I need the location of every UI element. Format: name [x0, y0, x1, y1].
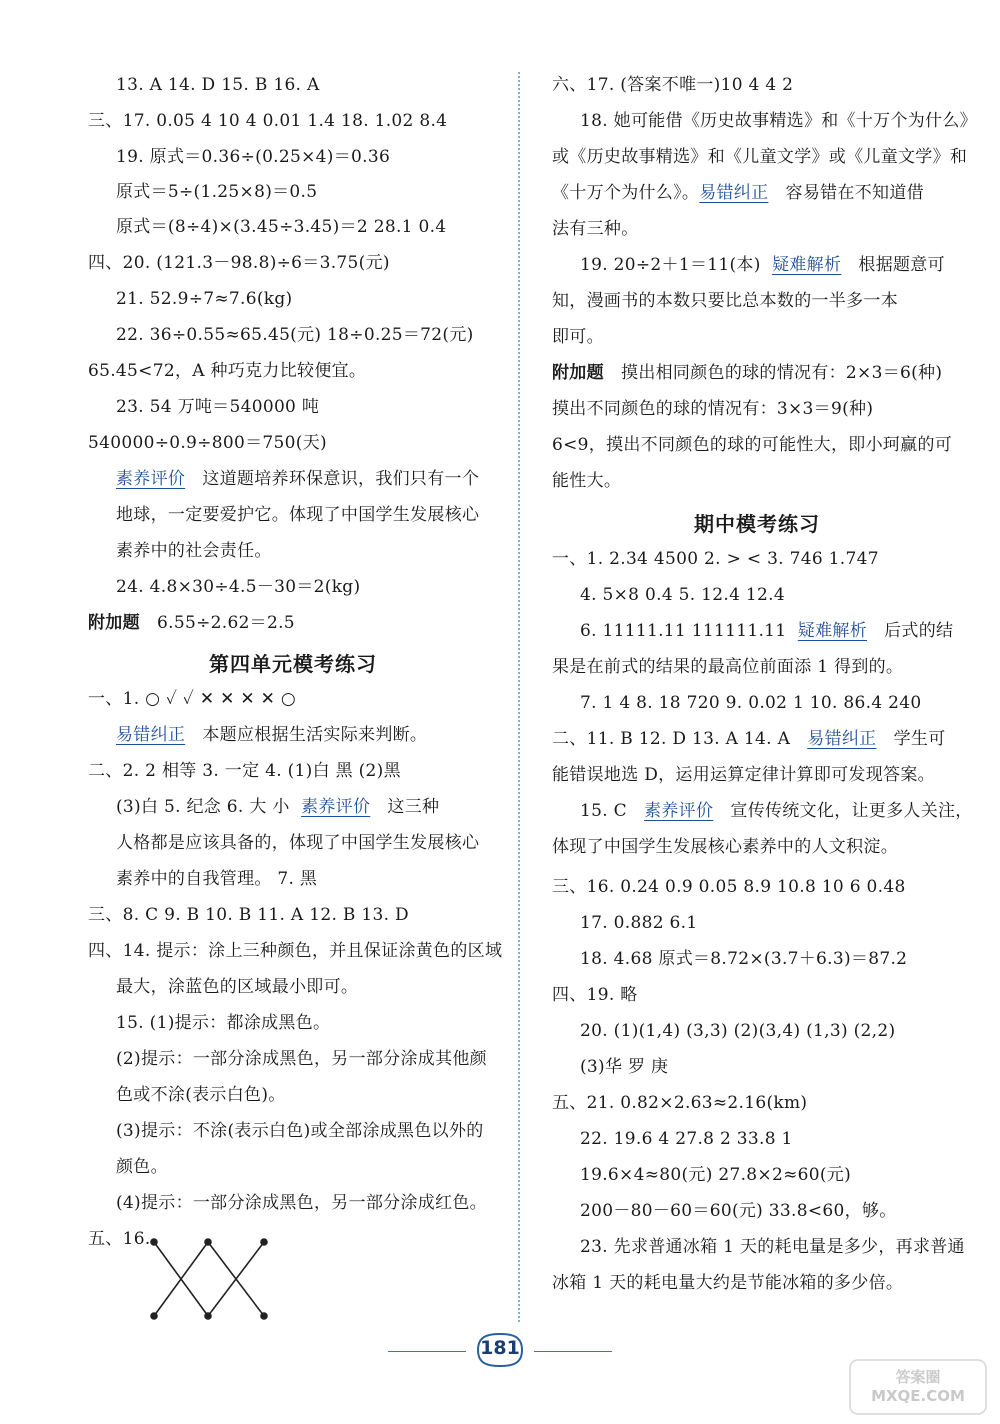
answer-line: 一、1. ○ ✓ ✓ ✕ ✕ ✕ ✕ ○ — [88, 689, 297, 709]
answer-line: 6<9，摸出不同颜色的球的可能性大，即小珂赢的可 — [552, 435, 953, 455]
answer-line: 摸出不同颜色的球的情况有：3×3＝9(种) — [552, 399, 874, 419]
answer-line: 果是在前式的结果的最高位前面添 1 得到的。 — [552, 657, 904, 677]
answer-text: 宣传传统文化，让更多人关注， — [730, 801, 973, 821]
answer-line: 4. 5×8 0.4 5. 12.4 12.4 — [580, 585, 785, 605]
yicuo-tag: 易错纠正 — [699, 183, 769, 203]
answer-line — [116, 796, 439, 818]
answer-line: 最大，涂蓝色的区域最小即可。 — [116, 977, 359, 997]
answer-line: 知，漫画书的本数只要比总本数的一半多一本 — [552, 291, 898, 311]
answer-text: 6.55÷2.62＝2.5 — [157, 613, 295, 633]
answer-line: (2)提示：一部分涂成黑色，另一部分涂成其他颜 — [116, 1049, 487, 1069]
answer-text: 这三种 — [387, 797, 440, 817]
answer-line: 65.45<72，A 种巧克力比较便宜。 — [88, 361, 367, 381]
answer-text: 学生可 — [893, 729, 946, 749]
answer-line: 21. 52.9÷7≈7.6(kg) — [116, 289, 293, 309]
answer-line: 200－80－60＝60(元) 33.8<60，够。 — [580, 1201, 897, 1221]
section-title: 第四单元模考练习 — [209, 652, 377, 676]
answer-line: 冰箱 1 天的耗电量大约是节能冰箱的多少倍。 — [552, 1273, 904, 1293]
answer-line: 色或不涂(表示白色)。 — [116, 1085, 286, 1105]
answer-line: 五、21. 0.82×2.63≈2.16(km) — [552, 1093, 808, 1113]
answer-line: (3)提示：不涂(表示白色)或全部涂成黑色以外的 — [116, 1121, 484, 1141]
answer-line: 人格都是应该具备的，体现了中国学生发展核心 — [116, 833, 480, 853]
answer-line — [552, 362, 942, 384]
watermark-logo — [848, 1358, 988, 1416]
answer-line: 地球，一定要爱护它。体现了中国学生发展核心 — [116, 505, 480, 525]
section-title: 期中模考练习 — [694, 512, 820, 536]
answer-line: 15. (1)提示：都涂成黑色。 — [116, 1013, 331, 1033]
answer-line: 20. (1)(1,4) (3,3) (2)(3,4) (1,3) (2,2) — [580, 1021, 896, 1041]
answer-line — [580, 620, 953, 642]
answer-text: 摸出相同颜色的球的情况有：2×3＝6(种) — [621, 363, 943, 383]
answer-text: 《十万个为什么》。 — [552, 183, 700, 203]
answer-line: 素养中的自我管理。 7. 黑 — [116, 869, 318, 889]
answer-line: 六、17. (答案不唯一)10 4 4 2 — [552, 75, 794, 95]
answer-text: 二、11. B 12. D 13. A 14. A — [552, 729, 791, 749]
page-number-badge — [470, 1330, 530, 1370]
answer-line: 颜色。 — [116, 1157, 168, 1177]
answer-line: 23. 54 万吨＝540000 吨 — [116, 397, 320, 417]
answer-line: 素养中的社会责任。 — [116, 541, 272, 561]
page-number-rule-left — [388, 1351, 466, 1352]
yicuo-tag: 易错纠正 — [807, 729, 877, 749]
answer-line — [116, 468, 479, 490]
answer-line — [552, 182, 924, 204]
answer-text: 本题应根据生活实际来判断。 — [202, 725, 428, 745]
answer-line: 540000÷0.9÷800＝750(天) — [88, 433, 327, 453]
fujia-label: 附加题 — [88, 613, 140, 633]
answer-text: 后式的结 — [884, 621, 954, 641]
answer-line — [552, 728, 946, 750]
suyang-tag: 素养评价 — [301, 797, 371, 817]
answer-line: 18. 4.68 原式＝8.72×(3.7＋6.3)＝87.2 — [580, 949, 908, 969]
answer-line: 22. 36÷0.55≈65.45(元) 18÷0.25＝72(元) — [116, 325, 474, 345]
matching-diagram — [146, 1232, 276, 1322]
answer-line: 22. 19.6 4 27.8 2 33.8 1 — [580, 1129, 793, 1149]
answer-line: 三、8. C 9. B 10. B 11. A 12. B 13. D — [88, 905, 409, 925]
answer-line: 四、14. 提示：涂上三种颜色，并且保证涂黄色的区域 — [88, 941, 503, 961]
answer-line: 13. A 14. D 15. B 16. A — [116, 75, 320, 95]
answer-line: 19. 原式＝0.36÷(0.25×4)＝0.36 — [116, 147, 391, 167]
answer-line: 19.6×4≈80(元) 27.8×2≈60(元) — [580, 1165, 852, 1185]
answer-line: 即可。 — [552, 327, 604, 347]
answer-line: 四、20. (121.3－98.8)÷6＝3.75(元) — [88, 253, 390, 273]
answer-line: 23. 先求普通冰箱 1 天的耗电量是多少，再求普通 — [580, 1237, 965, 1257]
answer-line: 一、1. 2.34 4500 2. > < 3. 746 1.747 — [552, 549, 879, 569]
answer-line: 或《历史故事精选》和《儿童文学》或《儿童文学》和 — [552, 147, 968, 167]
answer-line: 7. 1 4 8. 18 720 9. 0.02 1 10. 86.4 240 — [580, 693, 922, 713]
suyang-tag: 素养评价 — [644, 801, 714, 821]
answer-line: 能错误地选 D，运用运算定律计算即可发现答案。 — [552, 765, 935, 785]
answer-text: 容易错在不知道借 — [785, 183, 924, 203]
answer-line: 二、2. 2 相等 3. 一定 4. (1)白 黑 (2)黑 — [88, 761, 401, 781]
answer-line: (3)华 罗 庚 — [580, 1057, 669, 1077]
answer-line: 五、16. — [88, 1229, 151, 1249]
answer-text: (3)白 5. 纪念 6. 大 小 — [116, 797, 290, 817]
answer-line: 体现了中国学生发展核心素养中的人文积淀。 — [552, 837, 898, 857]
answer-line — [88, 612, 295, 634]
answer-line: (4)提示：一部分涂成黑色，另一部分涂成红色。 — [116, 1193, 487, 1213]
fujia-label: 附加题 — [552, 363, 604, 383]
answer-text: 15. C — [580, 801, 627, 821]
watermark-text: 答案圈 MXQE.COM — [871, 1368, 965, 1405]
column-divider — [518, 72, 520, 1322]
answer-line: 18. 她可能借《历史故事精选》和《十万个为什么》 — [580, 111, 977, 131]
answer-line — [116, 724, 427, 746]
answer-line: 原式＝5÷(1.25×8)＝0.5 — [116, 182, 318, 202]
answer-line: 四、19. 略 — [552, 985, 638, 1005]
answer-line: 法有三种。 — [552, 219, 639, 239]
answer-text: 6. 11111.11 111111.11 — [580, 621, 787, 641]
page-number: 181 — [480, 1337, 520, 1359]
answer-line: 24. 4.8×30÷4.5－30＝2(kg) — [116, 577, 361, 597]
answer-line — [580, 800, 973, 822]
suyang-tag: 素养评价 — [116, 469, 186, 489]
answer-line: 三、17. 0.05 4 10 4 0.01 1.4 18. 1.02 8.4 — [88, 111, 448, 131]
answer-text: 19. 20÷2＋1＝11(本) — [580, 255, 761, 275]
yinan-tag: 疑难解析 — [797, 621, 867, 641]
page-number-rule-right — [534, 1351, 612, 1352]
answer-line: 17. 0.882 6.1 — [580, 913, 698, 933]
yinan-tag: 疑难解析 — [772, 255, 842, 275]
answer-text: 根据题意可 — [858, 255, 945, 275]
answer-line — [580, 254, 945, 276]
answer-text: 这道题培养环保意识，我们只有一个 — [202, 469, 480, 489]
answer-line: 三、16. 0.24 0.9 0.05 8.9 10.8 10 6 0.48 — [552, 877, 906, 897]
answer-line: 能性大。 — [552, 471, 622, 491]
yicuo-tag: 易错纠正 — [116, 725, 186, 745]
answer-line: 原式＝(8÷4)×(3.45÷3.45)＝2 28.1 0.4 — [116, 217, 447, 237]
